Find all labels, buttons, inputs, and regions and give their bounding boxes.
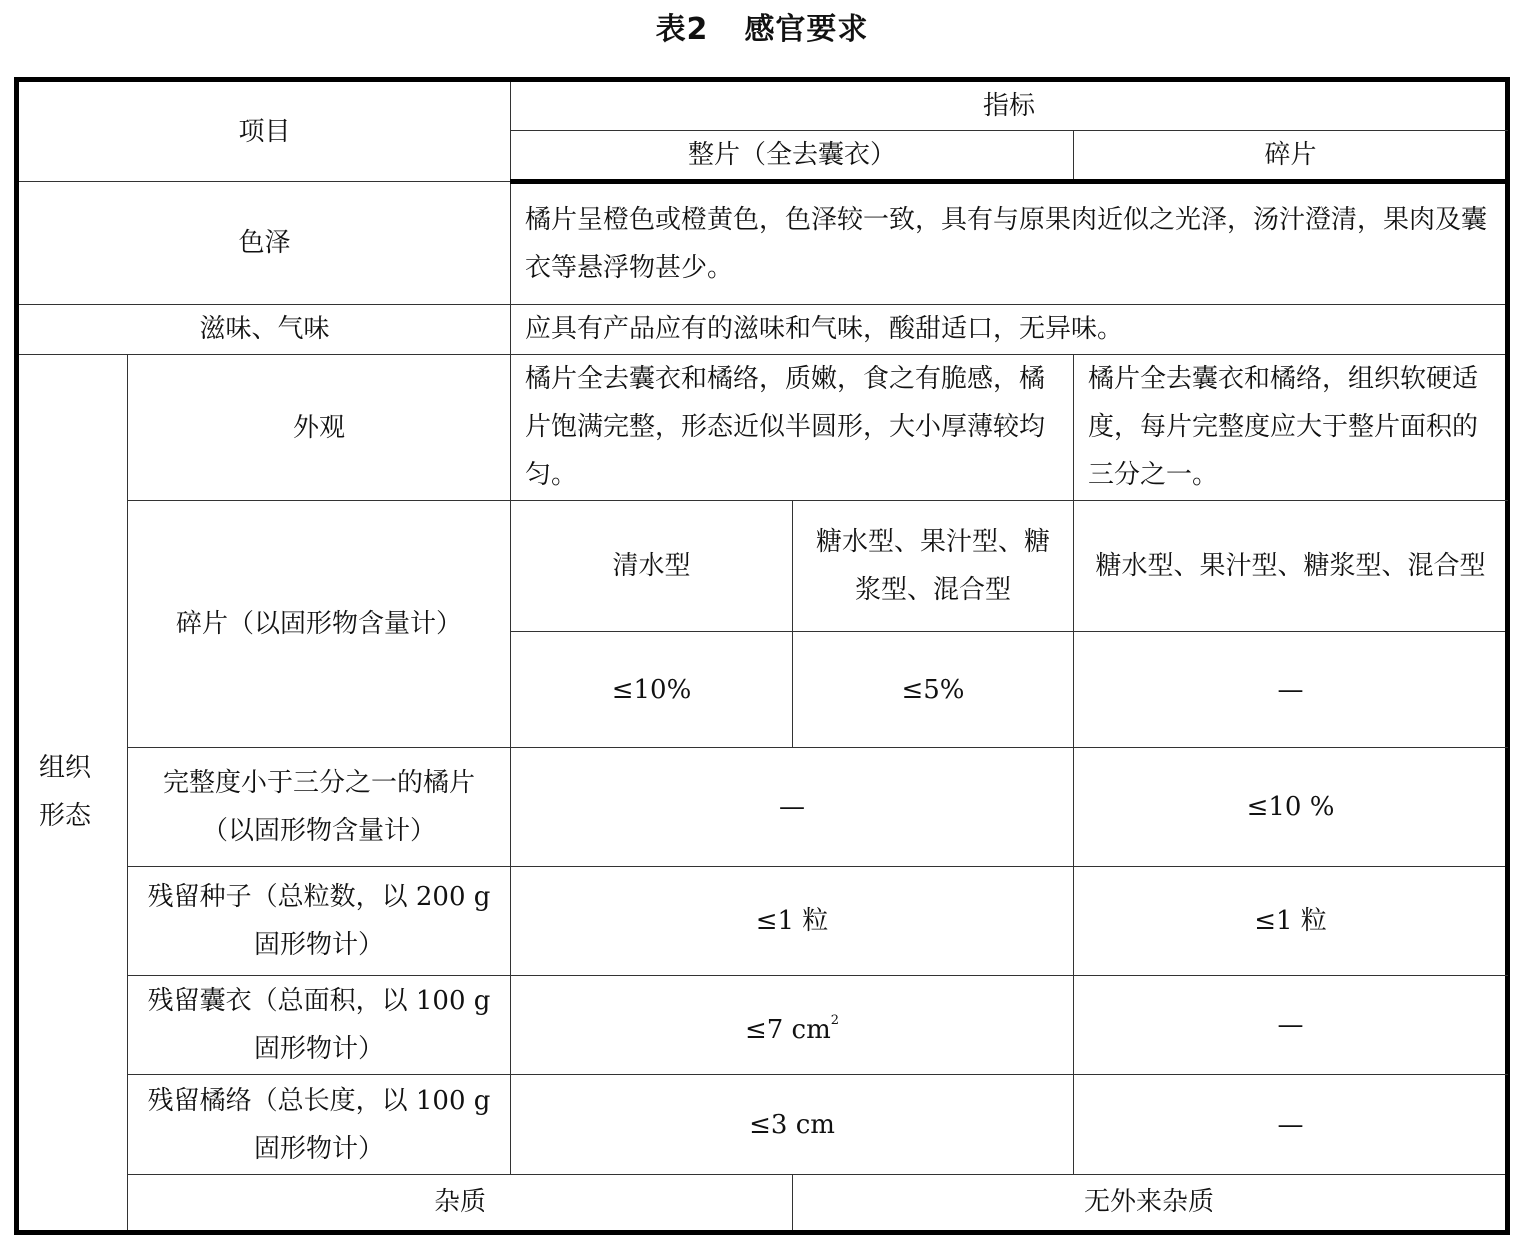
color-value: 橘片呈橙色或橙黄色，色泽较一致，具有与原果肉近似之光泽，汤汁澄清，果肉及囊衣等悬浮物甚少。 bbox=[511, 182, 1508, 304]
sensory-requirements-table bbox=[14, 77, 1510, 1235]
row-seeds bbox=[17, 866, 1508, 975]
header-row-1 bbox=[17, 80, 1508, 131]
taste-value: 应具有产品应有的滋味和气味，酸甜适口，无异味。 bbox=[511, 304, 1508, 354]
row-taste bbox=[17, 304, 1508, 354]
seeds-label: 残留种子（总粒数，以 200 g 固形物计） bbox=[128, 866, 511, 975]
seeds-whole: ≤1 粒 bbox=[511, 866, 1074, 975]
row-pith bbox=[17, 1075, 1508, 1174]
fragments-type-clear: 清水型 bbox=[511, 501, 793, 631]
table-number: 表2 bbox=[655, 12, 709, 47]
table-title bbox=[0, 8, 1524, 52]
tissue-group-line1: 组织 bbox=[39, 753, 92, 784]
header-item: 项目 bbox=[17, 80, 511, 182]
seeds-broken: ≤1 粒 bbox=[1074, 866, 1508, 975]
table-name: 感官要求 bbox=[744, 12, 869, 47]
tissue-group-label bbox=[17, 354, 128, 1232]
row-appearance bbox=[17, 354, 1508, 501]
appearance-label: 外观 bbox=[128, 354, 511, 501]
membrane-whole-value: ≤7 cm bbox=[744, 1014, 831, 1045]
row-membrane bbox=[17, 976, 1508, 1075]
integrity-broken: ≤10 % bbox=[1074, 748, 1508, 866]
membrane-whole-superscript: 2 bbox=[830, 1012, 840, 1028]
taste-label: 滋味、气味 bbox=[17, 304, 511, 354]
membrane-whole bbox=[511, 976, 1074, 1075]
pith-whole: ≤3 cm bbox=[511, 1075, 1074, 1174]
color-label: 色泽 bbox=[17, 182, 511, 304]
pith-broken: — bbox=[1074, 1075, 1508, 1174]
header-broken: 碎片 bbox=[1074, 131, 1508, 182]
fragments-val-syrup: ≤5% bbox=[793, 631, 1074, 747]
row-integrity bbox=[17, 748, 1508, 866]
membrane-broken: — bbox=[1074, 976, 1508, 1075]
row-color bbox=[17, 182, 1508, 304]
impurity-value: 无外来杂质 bbox=[793, 1174, 1508, 1232]
fragments-label: 碎片（以固形物含量计） bbox=[128, 501, 511, 748]
fragments-type-broken: 糖水型、果汁型、糖浆型、混合型 bbox=[1074, 501, 1508, 631]
fragments-val-clear: ≤10% bbox=[511, 631, 793, 747]
header-indicator: 指标 bbox=[511, 80, 1508, 131]
integrity-whole: — bbox=[511, 748, 1074, 866]
fragments-val-broken: — bbox=[1074, 631, 1508, 747]
membrane-label: 残留囊衣（总面积，以 100 g 固形物计） bbox=[128, 976, 511, 1075]
pith-label: 残留橘络（总长度，以 100 g 固形物计） bbox=[128, 1075, 511, 1174]
fragments-type-syrup: 糖水型、果汁型、糖浆型、混合型 bbox=[793, 501, 1074, 631]
impurity-label: 杂质 bbox=[128, 1174, 793, 1232]
row-impurity bbox=[17, 1174, 1508, 1232]
integrity-label: 完整度小于三分之一的橘片（以固形物含量计） bbox=[128, 748, 511, 866]
row-fragment-types bbox=[17, 501, 1508, 631]
appearance-broken: 橘片全去囊衣和橘络，组织软硬适度，每片完整度应大于整片面积的三分之一。 bbox=[1074, 354, 1508, 501]
appearance-whole: 橘片全去囊衣和橘络，质嫩，食之有脆感，橘片饱满完整，形态近似半圆形，大小厚薄较均匀。 bbox=[511, 354, 1074, 501]
header-whole: 整片（全去囊衣） bbox=[511, 131, 1074, 182]
tissue-group-line2: 形态 bbox=[39, 801, 92, 832]
